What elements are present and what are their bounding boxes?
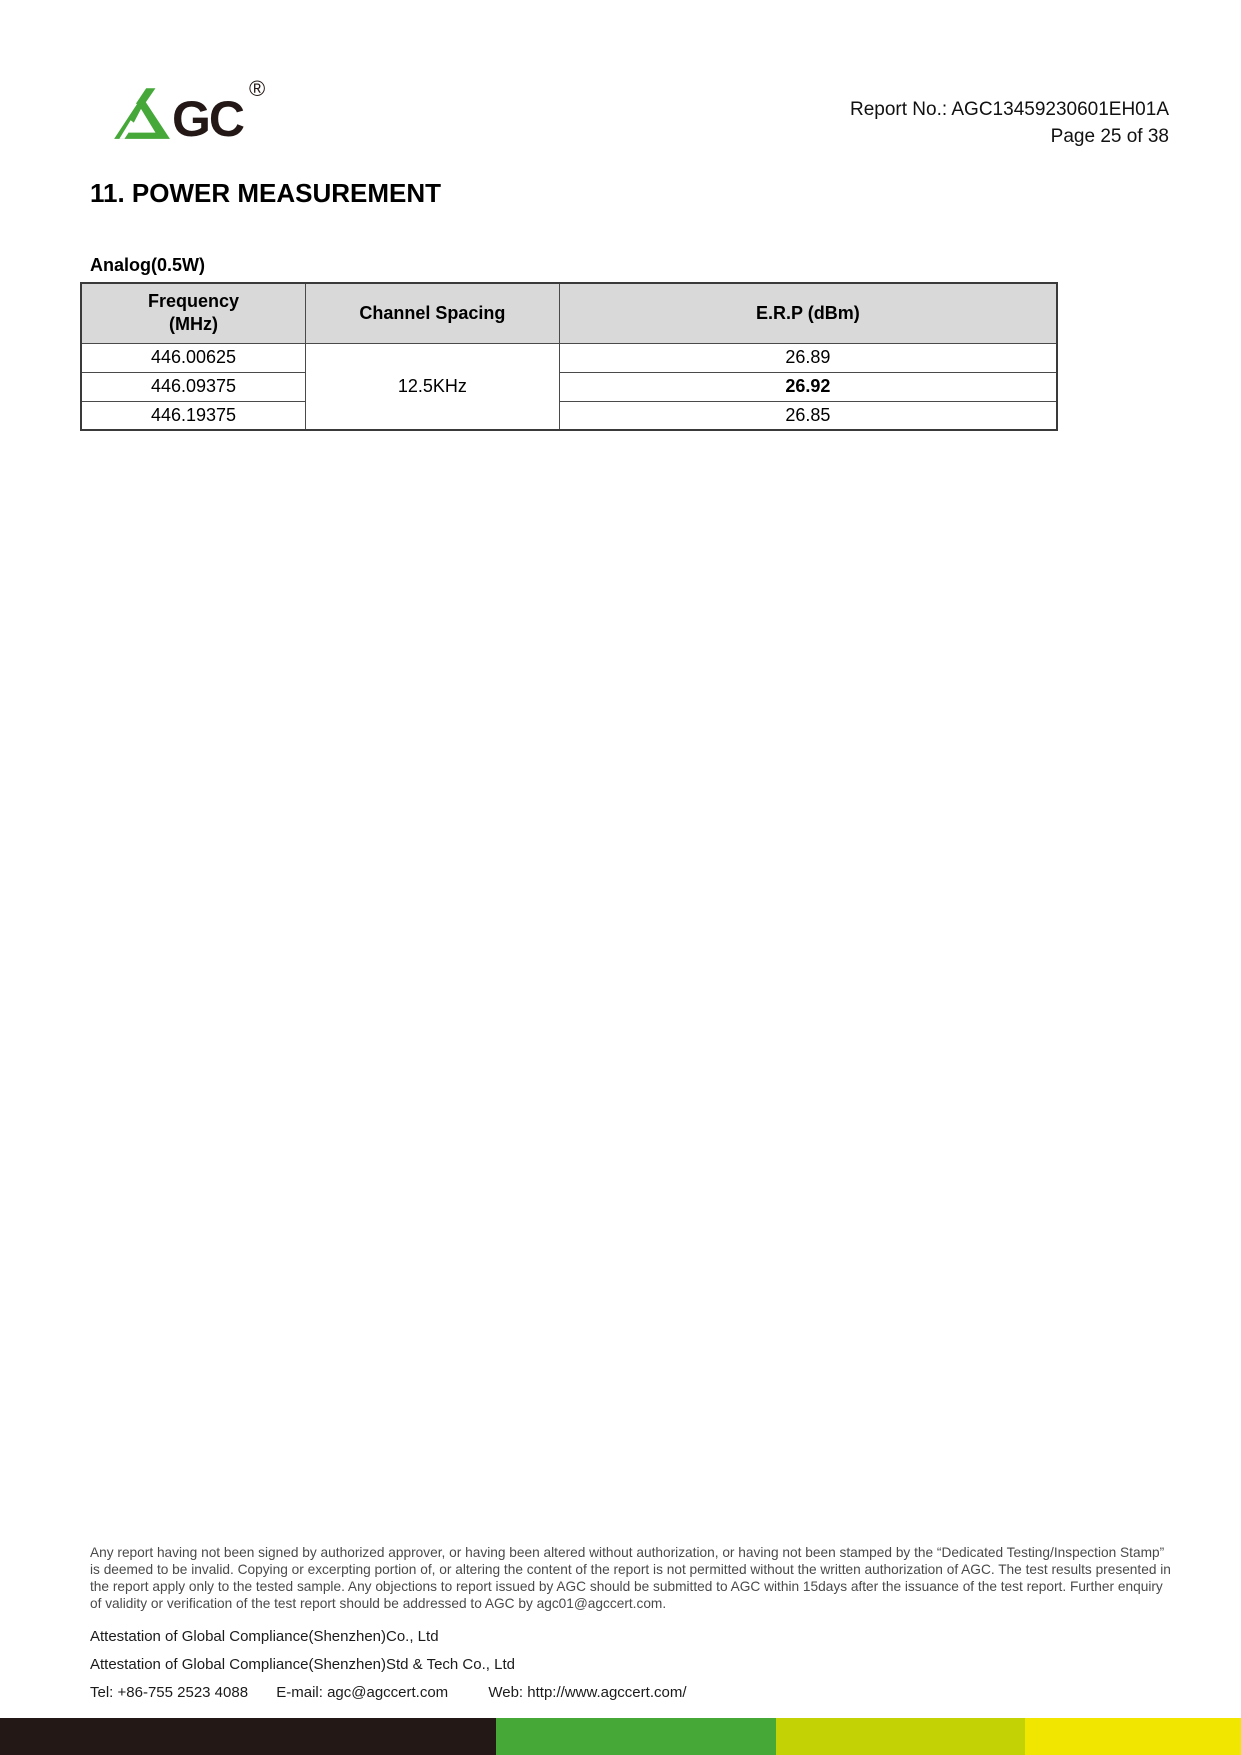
telephone-text: Tel: +86-755 2523 4088: [90, 1684, 249, 1701]
header-frequency: [81, 283, 305, 343]
email-text: E-mail: agc@agccert.com: [276, 1684, 449, 1701]
agc-logo-a-icon: [110, 86, 172, 140]
header-channel-spacing: Channel Spacing: [305, 283, 559, 343]
report-meta: [850, 96, 1169, 150]
bar-segment-green: [496, 1718, 776, 1755]
company-info: [90, 1628, 687, 1712]
disclaimer-text: Any report having not been signed by authorized approver, or having been altered without authorization, or having not been stamped by the “Dedicated Testing/Inspection Stamp” is deemed to be invalid. Copying or excerpting portion of, or altering the content of the report is not permitted without the written authorization of AGC. The test results presented in the report apply only to the tested sample. Any objections to report issued by AGC should be submitted to AGC within 15days after the issuance of the test report. Further enquiry of validity or verification of the test report should be addressed to AGC by agc01@agccert.com.: [90, 1545, 1171, 1611]
report-number: Report No.: AGC13459230601EH01A: [850, 99, 1169, 120]
agc-logo-text: GC: [172, 91, 243, 147]
website-text: Web: http://www.agccert.com/: [488, 1684, 687, 1701]
frequency-cell: 446.09375: [81, 372, 305, 401]
agc-logo: [110, 76, 266, 147]
contact-line: [90, 1684, 687, 1702]
bar-segment-dark: [0, 1718, 496, 1755]
header-frequency-line2: (MHz): [168, 314, 218, 335]
company-name-1: Attestation of Global Compliance(Shenzhen)Co., Ltd: [90, 1628, 439, 1645]
channel-spacing-cell: 12.5KHz: [305, 343, 559, 430]
erp-cell: 26.89: [559, 343, 1057, 372]
erp-cell: 26.85: [559, 401, 1057, 430]
erp-cell: 26.92: [559, 372, 1057, 401]
company-name-2: Attestation of Global Compliance(Shenzhen)Std & Tech Co., Ltd: [90, 1656, 515, 1673]
section-title: 11. POWER MEASUREMENT: [90, 178, 442, 208]
power-measurement-table: [80, 282, 1058, 431]
table-row: [81, 372, 1057, 401]
header-frequency-line1: Frequency: [147, 291, 239, 312]
footer-color-bar: [0, 1718, 1241, 1755]
frequency-cell: 446.00625: [81, 343, 305, 372]
table-caption: Analog(0.5W): [90, 255, 205, 275]
table-row: [81, 401, 1057, 430]
page-number: Page 25 of 38: [1050, 126, 1169, 147]
table-header-row: [81, 283, 1057, 343]
bar-segment-lime: [776, 1718, 1025, 1755]
registered-trademark-icon: ®: [249, 76, 266, 101]
frequency-cell: 446.19375: [81, 401, 305, 430]
header-erp: E.R.P (dBm): [559, 283, 1057, 343]
bar-segment-yellow: [1025, 1718, 1241, 1755]
table-row: [81, 343, 1057, 372]
